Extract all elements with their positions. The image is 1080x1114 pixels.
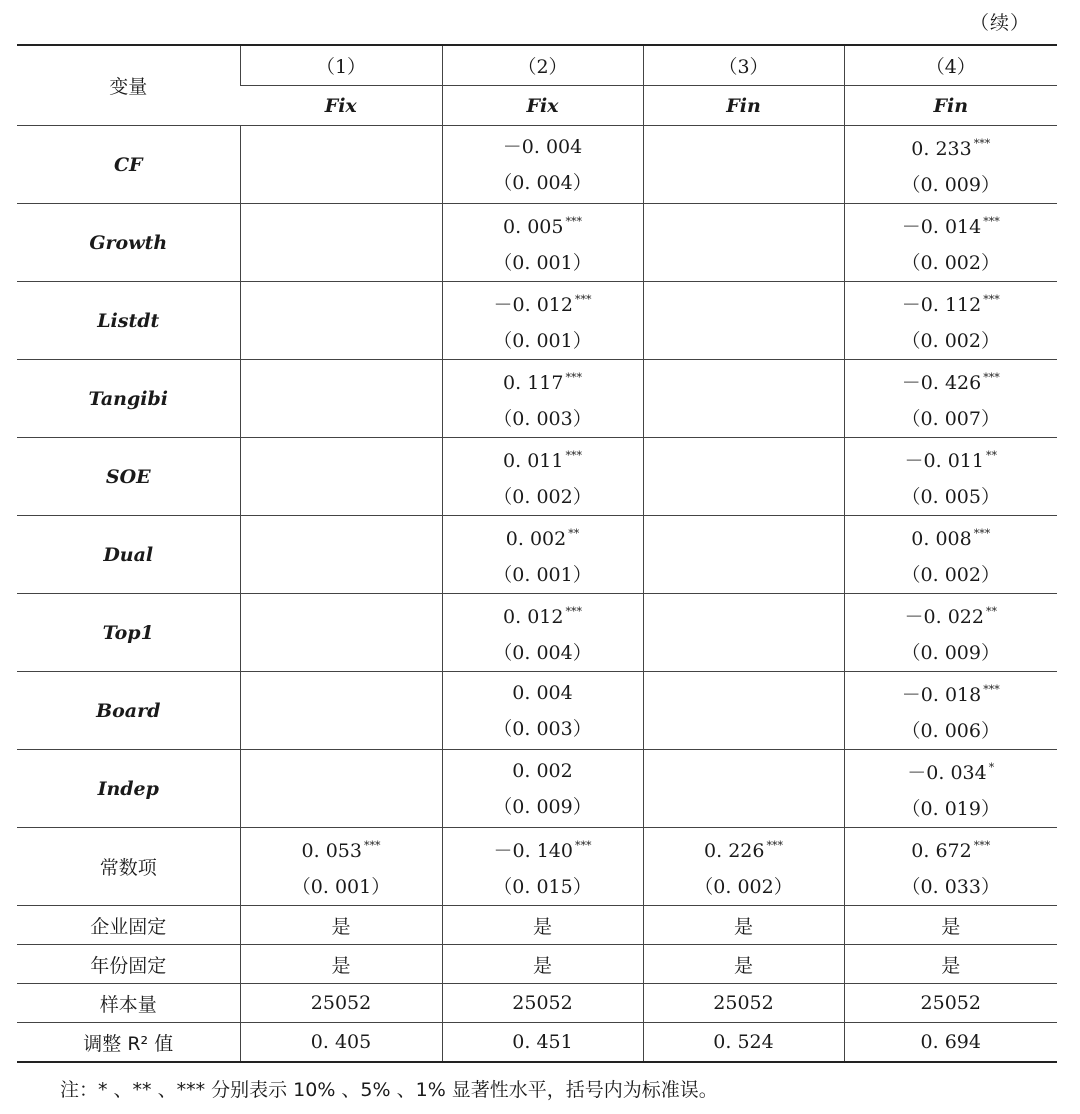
standard-error: （0. 001） — [493, 330, 592, 352]
estimate-cell — [643, 750, 844, 828]
column-number: （4） — [844, 45, 1057, 86]
column-number: （1） — [240, 45, 442, 86]
stats-value: 是 — [844, 906, 1057, 945]
coefficient-value: 0. 672 — [911, 840, 972, 862]
coefficient-value: －0. 426 — [901, 372, 982, 394]
coefficient-value: －0. 012 — [493, 294, 573, 316]
coefficient — [443, 675, 643, 711]
standard-error: （0. 015） — [493, 876, 592, 898]
coefficient-value: －0. 011 — [904, 450, 984, 472]
estimate-cell — [643, 828, 844, 906]
estimate-cell — [643, 516, 844, 594]
coefficient — [845, 828, 1058, 869]
estimate-cell — [844, 672, 1057, 750]
standard-error: （0. 033） — [901, 876, 1000, 898]
significance-stars: * — [988, 761, 995, 774]
standard-error: （0. 007） — [901, 408, 1000, 430]
standard-error: （0. 004） — [493, 642, 592, 664]
stats-value: 25052 — [844, 984, 1057, 1023]
estimate-cell — [442, 126, 643, 204]
variable-name: Top1 — [17, 594, 240, 672]
variable-name: Board — [17, 672, 240, 750]
coefficient — [443, 753, 643, 789]
estimate-cell — [442, 516, 643, 594]
coefficient-value: 0. 005 — [503, 216, 564, 238]
coefficient-value: －0. 018 — [901, 684, 982, 706]
estimate-cell — [442, 438, 643, 516]
standard-error: （0. 001） — [493, 252, 592, 274]
stats-label: 调整 R² 值 — [17, 1023, 240, 1063]
continued-label: （续） — [969, 12, 1030, 34]
stats-value: 25052 — [643, 984, 844, 1023]
stats-row — [17, 1023, 1057, 1063]
significance-stars: *** — [983, 683, 1000, 696]
stats-value: 是 — [442, 906, 643, 945]
significance-stars: *** — [983, 371, 1000, 384]
table-row — [17, 360, 1057, 438]
estimate-cell — [844, 438, 1057, 516]
stats-value: 是 — [643, 906, 844, 945]
estimate-cell — [844, 282, 1057, 360]
table-row — [17, 438, 1057, 516]
column-number: （2） — [442, 45, 643, 86]
estimate-cell — [442, 204, 643, 282]
table-row — [17, 672, 1057, 750]
stats-value: 25052 — [240, 984, 442, 1023]
estimate-cell — [844, 360, 1057, 438]
stats-value: 25052 — [442, 984, 643, 1023]
estimate-cell — [442, 282, 643, 360]
coefficient-value: －0. 022 — [904, 606, 984, 628]
coefficient-value: －0. 014 — [901, 216, 982, 238]
standard-error: （0. 009） — [901, 642, 1000, 664]
variable-header: 变量 — [17, 45, 240, 126]
standard-error: （0. 005） — [901, 486, 1000, 508]
estimate-cell — [844, 204, 1057, 282]
estimate-cell — [844, 828, 1057, 906]
significance-stars: *** — [973, 527, 991, 540]
dependent-variable: Fin — [844, 86, 1057, 126]
estimate-cell — [240, 516, 442, 594]
significance-stars: ** — [568, 527, 580, 540]
estimate-cell — [442, 750, 643, 828]
table-row — [17, 594, 1057, 672]
coefficient — [241, 828, 442, 869]
estimate-cell — [240, 360, 442, 438]
estimate-cell — [240, 750, 442, 828]
coefficient — [845, 750, 1058, 791]
significance-stars: *** — [565, 371, 582, 384]
coefficient — [845, 282, 1058, 323]
standard-error: （0. 006） — [901, 720, 1000, 742]
significance-stars: ** — [985, 605, 997, 618]
coefficient-value: 0. 002 — [505, 528, 567, 550]
estimate-cell — [844, 516, 1057, 594]
coefficient — [443, 282, 643, 323]
estimate-cell — [643, 282, 844, 360]
standard-error: （0. 003） — [493, 408, 592, 430]
significance-stars: *** — [574, 839, 592, 852]
standard-error: （0. 002） — [901, 330, 1000, 352]
coefficient-value: 0. 011 — [503, 450, 564, 472]
variable-name: SOE — [17, 438, 240, 516]
stats-value: 0. 405 — [240, 1023, 442, 1063]
stats-value: 是 — [240, 906, 442, 945]
estimate-cell — [240, 594, 442, 672]
standard-error: （0. 003） — [493, 717, 592, 740]
significance-stars: *** — [983, 215, 1000, 228]
significance-stars: ** — [985, 449, 997, 462]
table-row — [17, 750, 1057, 828]
variable-name: Indep — [17, 750, 240, 828]
significance-stars: *** — [565, 605, 582, 618]
table-row — [17, 282, 1057, 360]
header-row-numbers — [17, 45, 1057, 86]
estimate-cell — [844, 126, 1057, 204]
stats-label: 样本量 — [17, 984, 240, 1023]
variable-name: 常数项 — [17, 828, 240, 906]
standard-error: （0. 002） — [493, 486, 592, 508]
estimate-cell — [643, 438, 844, 516]
estimate-cell — [643, 360, 844, 438]
coefficient — [443, 204, 643, 245]
variable-name: Growth — [17, 204, 240, 282]
stats-value: 0. 524 — [643, 1023, 844, 1063]
coefficient-value: 0. 004 — [512, 681, 573, 704]
stats-value: 是 — [844, 945, 1057, 984]
estimate-cell — [643, 672, 844, 750]
coefficient — [845, 126, 1058, 167]
column-number: （3） — [643, 45, 844, 86]
stats-value: 0. 694 — [844, 1023, 1057, 1063]
coefficient-value: 0. 233 — [911, 138, 972, 160]
coefficient — [845, 360, 1058, 401]
standard-error: （0. 019） — [901, 798, 1000, 820]
estimate-cell — [844, 750, 1057, 828]
dependent-variable: Fix — [240, 86, 442, 126]
stats-label: 年份固定 — [17, 945, 240, 984]
significance-stars: *** — [565, 215, 582, 228]
table-row — [17, 126, 1057, 204]
estimate-cell — [643, 126, 844, 204]
significance-stars: *** — [363, 839, 381, 852]
coefficient — [845, 672, 1058, 713]
coefficient-value: 0. 117 — [503, 372, 564, 394]
dependent-variable: Fix — [442, 86, 643, 126]
variable-name: Listdt — [17, 282, 240, 360]
coefficient — [443, 828, 643, 869]
standard-error: （0. 002） — [901, 564, 1000, 586]
significance-stars: *** — [973, 137, 991, 150]
estimate-cell — [240, 126, 442, 204]
table-row — [17, 516, 1057, 594]
estimate-cell — [240, 828, 442, 906]
estimate-cell — [442, 828, 643, 906]
table-row — [17, 204, 1057, 282]
stats-value: 是 — [442, 945, 643, 984]
coefficient-value: －0. 004 — [502, 135, 583, 158]
coefficient-value: －0. 140 — [493, 840, 573, 862]
coefficient — [443, 129, 643, 165]
standard-error: （0. 009） — [901, 174, 1000, 196]
stats-label: 企业固定 — [17, 906, 240, 945]
significance-stars: *** — [973, 839, 991, 852]
estimate-cell — [442, 594, 643, 672]
standard-error: （0. 002） — [901, 252, 1000, 274]
coefficient-value: 0. 002 — [512, 759, 573, 782]
standard-error: （0. 001） — [291, 876, 391, 898]
significance-stars: *** — [565, 449, 582, 462]
estimate-cell — [643, 204, 844, 282]
estimate-cell — [240, 204, 442, 282]
coefficient-value: 0. 008 — [911, 528, 972, 550]
coefficient — [845, 438, 1058, 479]
table-note: 注：* 、** 、*** 分别表示 10% 、5% 、1% 显著性水平，括号内为标准误。 — [60, 1079, 718, 1101]
coefficient — [443, 516, 643, 557]
coefficient — [845, 516, 1058, 557]
variable-name: CF — [17, 126, 240, 204]
variable-name: Dual — [17, 516, 240, 594]
variable-name: Tangibi — [17, 360, 240, 438]
coefficient-value: 0. 012 — [503, 606, 564, 628]
significance-stars: *** — [983, 293, 1000, 306]
dependent-variable: Fin — [643, 86, 844, 126]
standard-error: （0. 004） — [493, 171, 592, 194]
significance-stars: *** — [766, 839, 783, 852]
estimate-cell — [442, 672, 643, 750]
stats-value: 是 — [240, 945, 442, 984]
stats-row — [17, 906, 1057, 945]
coefficient — [443, 360, 643, 401]
coefficient — [644, 828, 844, 869]
table-row — [17, 828, 1057, 906]
regression-table — [17, 44, 1057, 1063]
coefficient-value: －0. 112 — [901, 294, 982, 316]
standard-error: （0. 009） — [493, 795, 592, 818]
coefficient — [845, 594, 1058, 635]
stats-value: 0. 451 — [442, 1023, 643, 1063]
coefficient — [845, 204, 1058, 245]
stats-row — [17, 945, 1057, 984]
estimate-cell — [643, 594, 844, 672]
standard-error: （0. 001） — [493, 564, 592, 586]
coefficient-value: －0. 034 — [907, 762, 987, 784]
coefficient-value: 0. 226 — [704, 840, 765, 862]
stats-value: 是 — [643, 945, 844, 984]
estimate-cell — [442, 360, 643, 438]
coefficient — [443, 594, 643, 635]
estimate-cell — [240, 282, 442, 360]
standard-error: （0. 002） — [694, 876, 793, 898]
coefficient-value: 0. 053 — [301, 840, 362, 862]
stats-row — [17, 984, 1057, 1023]
coefficient — [443, 438, 643, 479]
estimate-cell — [240, 438, 442, 516]
significance-stars: *** — [574, 293, 592, 306]
estimate-cell — [240, 672, 442, 750]
estimate-cell — [844, 594, 1057, 672]
